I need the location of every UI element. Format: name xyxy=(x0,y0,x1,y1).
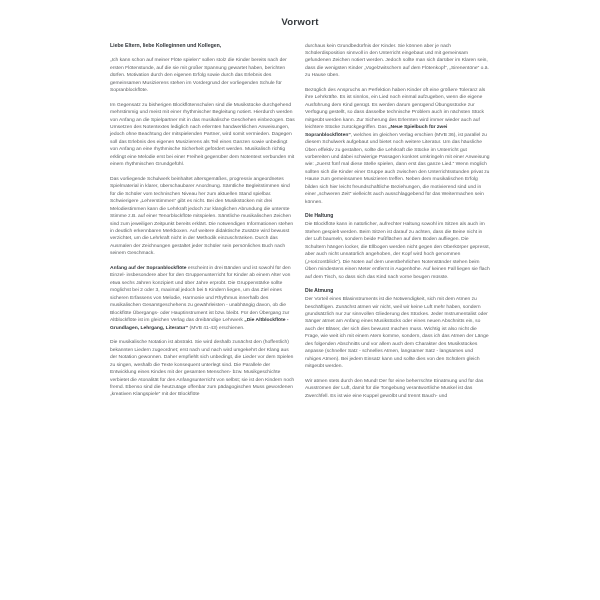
text-run: (MVB 41-43) erschienen. xyxy=(188,325,245,331)
section-heading-haltung: Die Haltung xyxy=(305,213,334,220)
bold-run-work: „Neue Spielbuch für zwei Sopranblockflöten“ xyxy=(305,125,448,138)
page-title: Vorwort xyxy=(281,17,319,28)
paragraph: Die Blockflöte kann in natürlicher, aufrechter Haltung sowohl im Sitzen als auch im Stehen gespielt werden. Beim Sitzen ist darauf zu achten, dass die Beine nicht in der Luft baumeln, sondern beide Fußflächen auf dem Boden aufliegen. Die Schultern hängen locker, die Ellbogen werden nicht gegen den Oberkörper gepresst, aber auch nicht unnatürlich angehoben, der Kopf wird hoch genommen („Horizontblick“). Die Noten auf dem unentbehrlichen Notenständer stehen beim Üben mindestens einen Meter entfernt in Augenhöhe. Auf keinen Fall liegen sie flach auf dem Tisch, so dass sich das Kind nach vorne beugen müsste. xyxy=(305,222,491,280)
paragraph: Wir atmen stets durch den Mund! Der für eine beherrschte Einatmung und für das Ausströmen der Luft, damit für die Tongebung verantwortliche Muskel ist das Zwerchfell. Es ist wie eine Kuppel gewölbt und trennt Bauch- und xyxy=(305,378,484,399)
paragraph: durchaus kein Grundbedürfnis der Kinder. Sie können aber je nach Schülerdisposition sinnvoll in den Unterricht eingebaut und mit gemeinsam gefundenen Zeichen notiert werden. Jedoch sollte man sich darüber im Klaren sein, dass die wenigsten Kinder „Vogelzwitschern auf dem Flötenkopf“, „Sirenentöne“ o.ä. zu Hause üben. xyxy=(305,43,489,79)
two-column-body xyxy=(110,43,490,401)
paragraph: Im Gegensatz zu bisherigen Blockflötenschulen sind die Musikstücke durchgehend mehrstimmig und meist mit einer rhythmischer Begleitung notiert. Hierdurch werden von Anfang an die Spielpartner mit in das musikalische Geschehen einbezogen. Das Umsetzen des Notentextes lediglich nach erlernten handwerklichen Anweisungen, jedoch ohne Beachtung der mitspielenden Partner, wird somit vermieden. Dagegen soll das Erlebnis des eigenen Musizierens als Teil eines Ganzen sowie unbedingt von Anfang an eine rhythmische Sicherheit gefördert werden. Musikalisch richtig erklingt eine Melodie erst bei einer Freiheit gegenüber dem Notentext verbunden mit einem rhythmischen Grundgefühl. xyxy=(110,102,295,168)
left-column xyxy=(110,43,295,399)
salutation: Liebe Eltern, liebe Kolleginnen und Kollegen, xyxy=(110,42,222,49)
text-run: , welches im gleichen Verlag erschien (MVB 36), ist parallel zu diesem Schulwerk aufgebaut und bietet noch weitere Literatur. Um das häusliche Üben effektiv zu gestalten, sollte die Lehrkraft die Stücke im Unterricht gut vorbereiten und dabei schwierige Passagen konkret umkringeln mit einer Anweisung wie: „zuerst fünf mal diese Stelle spielen, dann erst das ganze Lied.“ Wenn möglich sollten sich die Kinder einer Gruppe auch zwischen den Unterrichtsstunden privat zu Hause zum gemeinsamen Musizieren treffen. Neben dem musikalischen Erfolg bilden sich hier leicht freundschaftliche Beziehungen, die motivierend sind und in einer „schweren Zeit“ vielleicht auch ausschlaggebend für das Weitermachen sein können. xyxy=(305,132,490,205)
text-run: Bezüglich des Anspruchs an Perfektion haben Kinder oft eine größere Toleranz als ihre Lehrkräfte. Es ist sinnlos, ein Lied noch einmal aufzugeben, wenn die eigene Ausführung dem Kind genügt. Es werden darum genügend Übungsstücke zur Verfügung gestellt, so dass dasselbe technische Problem auch im nächsten Stück mitgeübt werden kann. Zur Sicherung des Erlernten wird immer wieder auch auf leichtere Stücke zurückgegriffen. Das xyxy=(305,87,486,131)
paragraph-spielbuch xyxy=(305,87,490,206)
right-column xyxy=(305,43,490,401)
paragraph: Der Vorteil eines Blasinstruments ist die Notwendigkeit, sich mit dem Atmen zu beschäftigen. Zunächst atmen wir nicht, weil wir keine Luft mehr haben, sondern grundsätzlich nur zur sinnvollen Gliederung des Stückes. Jeder Instrumentalist oder Sänger atmet am Anfang eines Musikstücks oder eines neuen Abschnitts ein, so auch der Bläser, der sich dies bewusst machen muss. Wichtig ist also nicht die Frage, wie weit ich mit einem Atem komme, sondern, dass ich das Atmen der Länge des folgenden Abschnitts und vor allem auch dem Charakter des Musikstückes anpasse (schneller Satz - schnelles Atmen, langsamer Satz - langsames und ruhiges Atmen). Bei jedem Einsatz kann und sollte dies von den Schülern gleich mitgeübt werden. xyxy=(305,297,489,370)
bold-run-work: „Die Altblockflöte - Grundlagen, Lehrgang, Literatur“ xyxy=(110,318,289,331)
section-heading-atmung: Die Atmung xyxy=(305,288,334,295)
paragraph: Das vorliegende Schulwerk beinhaltet altersgemäßes, progressiv angeordnetes Spielmaterial in klarer, überschaubarer Anordnung. Sämtliche Begleitstimmen sind für die Schüler vom technischen Niveau her zum aktuellen Stand spielbar. Schwierigere „Lehrerstimmen“ gibt es nicht. Bei den Musikstücken mit drei Melodiestimmen kann die Lehrkraft jedoch zur klanglichen Abrundung die unterste Stimme z.B. auf einer Tenorblockflöte mitspielen. Sämtliche musikalischen Zeichen sind zum jeweiligen Zeitpunkt bereits erklärt. Die notwendigen Informationen stehen in deutlich erkennbaren Merkboxen. Auf weitere didaktische Zusätze wird bewusst verzichtet, um die Lehrkraft nicht in der Methodik einzuschränken. Durch das Ausmalen der Zeichnungen gestaltet jeder Schüler sein persönliches Buch nach seinem Geschmack. xyxy=(110,176,294,257)
paragraph: Die musikalische Notation ist abstrakt. Sie wird deshalb zunächst den (hoffentlich) bekannten Liedern zugeordnet; erst nach und nach wird umgekehrt der Klang aus der Notation gewonnen. Daher empfiehlt sich unbedingt, die Lieder vor dem Spielen zu singen, weshalb die Texte konsequent unterlegt sind. Die Parallele der Entwicklung eines Kindes mit der gesamten Menschen- bzw. Musikgeschichte verbietet die Atonalität für den Anfangsunterricht von selbst; sie ist den Kindern noch fremd. Ebenso sind die heutzutage offenbar zum pädagogischen Muss gewordenen „kreativen Klangspiele“ mit der Blockflöte xyxy=(110,340,295,398)
paragraph: „Ich kann schon auf meiner Flöte spielen“ sollen stolz die Kinder bereits nach der ersten Flötenstunde, auf die sie mit großer Spannung gewartet haben, berichten dürfen. Motivation durch den eigenen Erfolg sowie durch das Erlebnis des gemeinsamen Musizierens stehen im Vordergrund der vorliegenden Schule für Sopranblockflöte. xyxy=(110,58,287,93)
paragraph-sopranblockfloete xyxy=(110,265,295,332)
bold-run-title: Anfang auf der Sopranblockflöte xyxy=(110,266,187,272)
text-run: erscheint in drei Bänden und ist sowohl für den Einzel- insbesondere aber für den Gruppenunterricht für Kinder ab einem Alter von etwa sechs Jahren konzipiert und über Jahre erprobt. Die Gruppenstärke sollte möglichst bei 2 oder 3, maximal jedoch bei 5 Kindern liegen, um das Ziel eines sicheren Erfassens von Melodie, Harmonie und Rhythmus innerhalb des musikalischen Gesamtgeschehens zu gewährleisten - unabhängig davon, ob die Blockflöte Übergangs- oder Hauptinstrument ist bzw. bleibt. Für den Übergang zur Altblockflöte ist im gleichen Verlag das dreibändige Lehrwerk xyxy=(110,266,291,324)
